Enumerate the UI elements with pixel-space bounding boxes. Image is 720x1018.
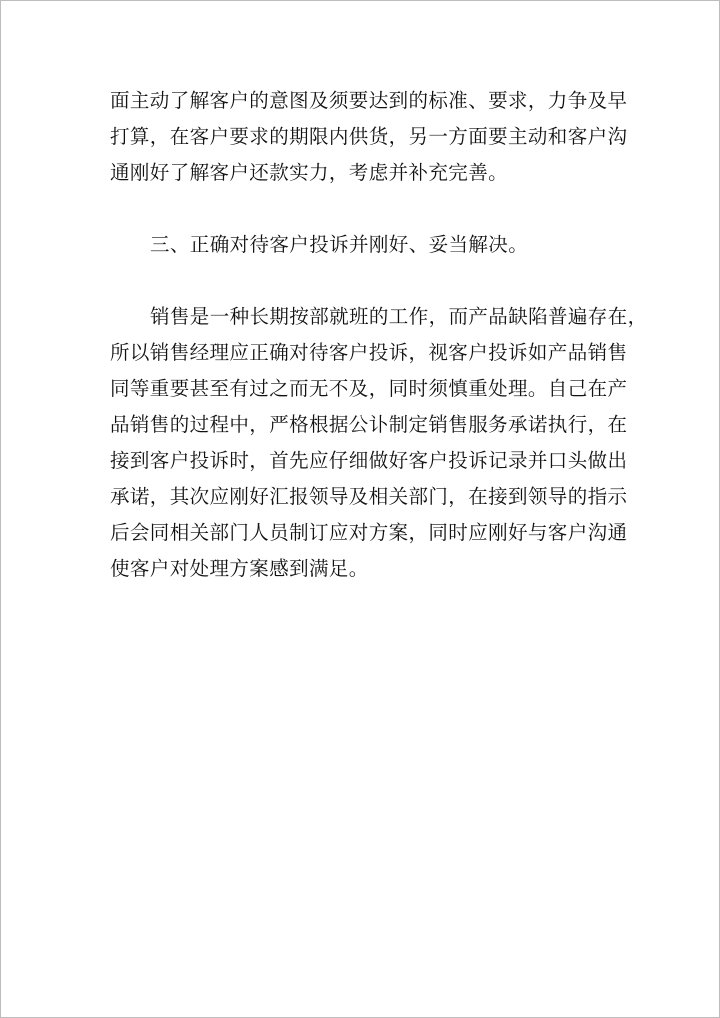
text-line: 同等重要甚至有过之而无不及，同时须慎重处理。自己在产 [110,377,628,400]
paragraph-spacer [110,263,614,299]
section-heading [110,227,614,263]
text-line: 销售是一种长期按部就班的工作，而产品缺陷普遍存在， [150,305,648,328]
heading-line: 三、正确对待客户投诉并刚好、妥当解决。 [150,233,529,256]
paragraph-spacer [110,191,614,227]
text-line: 使客户对处理方案感到满足。 [110,557,369,580]
document-body [110,83,648,587]
text-line: 通刚好了解客户还款实力，考虑并补充完善。 [110,161,509,184]
text-line: 后会同相关部门人员制订应对方案，同时应刚好与客户沟通 [110,521,628,544]
text-line: 所以销售经理应正确对待客户投诉，视客户投诉如产品销售 [110,341,628,364]
text-line: 接到客户投诉时，首先应仔细做好客户投诉记录并口头做出 [110,449,628,472]
text-line: 面主动了解客户的意图及须要达到的标准、要求，力争及早 [110,89,628,112]
text-line: 承诺，其次应刚好汇报领导及相关部门，在接到领导的指示 [110,485,628,508]
paragraph-body [110,299,648,587]
paragraph-continuation [110,83,628,191]
text-line: 品销售的过程中，严格根据公讣制定销售服务承诺执行，在 [110,413,628,436]
text-line: 打算，在客户要求的期限内供货，另一方面要主动和客户沟 [110,125,628,148]
